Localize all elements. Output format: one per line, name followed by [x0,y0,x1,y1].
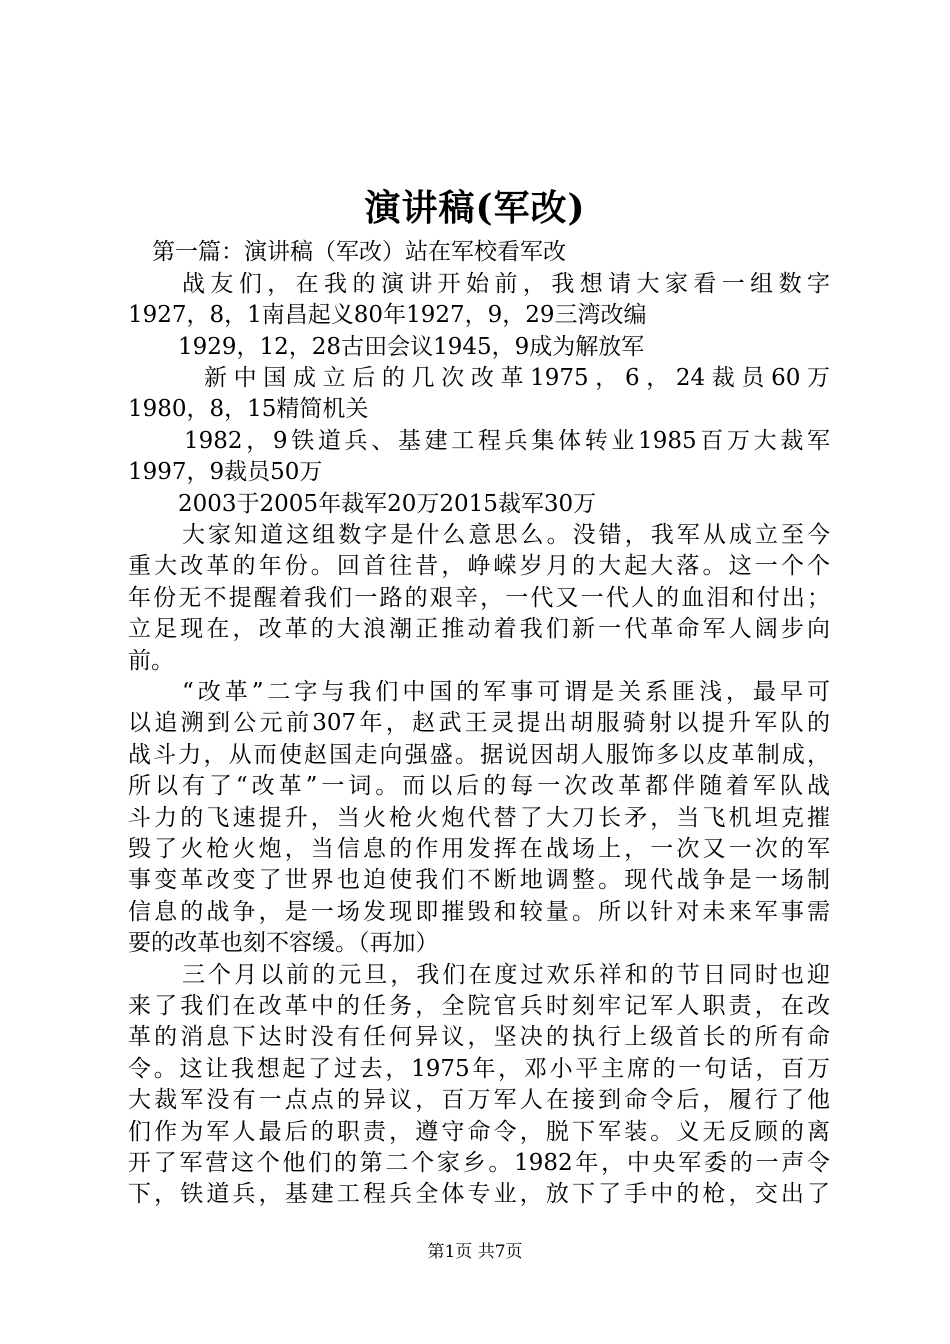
text-line: 1982，9铁道兵、基建工程兵集体转业1985百万大裁军 [184,428,830,454]
text-line: 1997，9裁员50万 [128,459,323,485]
text-line: 1927，8，1南昌起义80年1927，9，29三湾改编 [128,302,647,328]
text-line: 事变革改变了世界也迫使我们不断地调整。现代战争是一场制 [128,867,830,893]
text-line: 令。这让我想起了过去，1975年，邓小平主席的一句话，百万 [128,1056,830,1082]
text-line: 前。 [128,648,174,674]
text-line: 毁了火枪火炮，当信息的作用发挥在战场上，一次又一次的军 [128,836,830,862]
text-line: 下，铁道兵，基建工程兵全体专业，放下了手中的枪，交出了 [128,1181,830,1207]
text-line: 革的消息下达时没有任何异议，坚决的执行上级首长的所有命 [128,1024,830,1050]
text-line: 1980，8，15精简机关 [128,396,369,422]
text-line: 们作为军人最后的职责，遵守命令，脱下军装。义无反顾的离 [128,1119,830,1145]
text-line: 战斗力，从而使赵国走向强盛。据说因胡人服饰多以皮革制成， [128,742,830,768]
text-line: 所以有了“改革”一词。而以后的每一次改革都伴随着军队战 [128,773,830,799]
text-line: 三个月以前的元旦，我们在度过欢乐祥和的节日同时也迎 [182,962,830,988]
text-line: 重大改革的年份。回首往昔，峥嵘岁月的大起大落。这一个个 [128,553,830,579]
text-line: 大裁军没有一点点的异议，百万军人在接到命令后，履行了他 [128,1087,830,1113]
text-line: 2003于2005年裁军20万2015裁军30万 [178,491,597,517]
text-line: 信息的战争，是一场发现即摧毁和较量。所以针对未来军事需 [128,899,830,925]
text-line: 1929，12，28古田会议1945，9成为解放军 [178,334,645,360]
section-heading: 第一篇：演讲稿（军改）站在军校看军改 [152,239,566,265]
text-line: 立足现在，改革的大浪潮正推动着我们新一代革命军人阔步向 [128,616,830,642]
text-line: 来了我们在改革中的任务，全院官兵时刻牢记军人职责，在改 [128,993,830,1019]
text-line: 战友们，在我的演讲开始前，我想请大家看一组数字 [182,271,830,297]
document-title: 演讲稿(军改) [364,187,586,229]
text-line: 开了军营这个他们的第二个家乡。1982年，中央军委的一声令 [128,1150,830,1176]
text-line: 要的改革也刻不容缓。（再加） [128,930,439,956]
text-line: 以追溯到公元前307年，赵武王灵提出胡服骑射以提升军队的 [128,710,830,736]
text-line: 年份无不提醒着我们一路的艰辛，一代又一代人的血泪和付出； [128,585,830,611]
text-line: “改革”二字与我们中国的军事可谓是关系匪浅，最早可 [182,679,830,705]
text-line: 大家知道这组数字是什么意思么。没错，我军从成立至今 [182,522,830,548]
text-line: 新中国成立后的几次改革1975，6，24裁员60万 [204,365,830,391]
page-number: 第1页 共7页 [427,1242,523,1262]
text-line: 斗力的飞速提升，当火枪火炮代替了大刀长矛，当飞机坦克摧 [128,805,830,831]
